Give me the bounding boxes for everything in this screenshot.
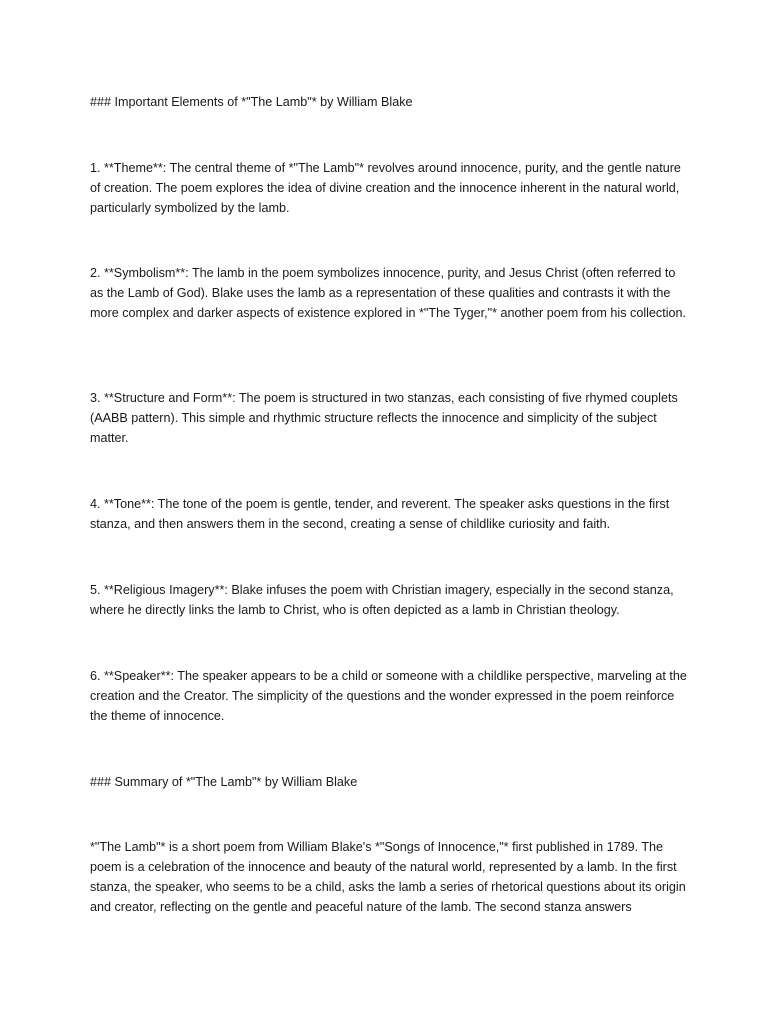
list-item-symbolism: 2. **Symbolism**: The lamb in the poem symbolizes innocence, purity, and Jesus Christ (often referred to as the Lamb of God). Blake uses the lamb as a representation of these qualities and contrasts it with the more complex and darker aspects of existence explored in *"The Tyger,"* another poem from his collection. (90, 266, 687, 320)
summary-paragraph: *"The Lamb"* is a short poem from William Blake's *"Songs of Innocence,"* first published in 1789. The poem is a celebration of the innocence and beauty of the natural world, represented by a lamb. In the first stanza, the speaker, who seems to be a child, asks the lamb a series of rhetorical questions about its origin and creator, reflecting on the gentle and peaceful nature of the lamb. The second stanza answers (90, 840, 686, 914)
list-item-structure-and-form: 3. **Structure and Form**: The poem is structured in two stanzas, each consisting of five rhymed couplets (AABB pattern). This simple and rhythmic structure reflects the innocence and simplicity of the subject matter. (90, 391, 678, 445)
list-item-speaker: 6. **Speaker**: The speaker appears to be a child or someone with a childlike perspective, marveling at the creation and the Creator. The simplicity of the questions and the wonder expressed in the poem reinforce the theme of innocence. (90, 669, 687, 723)
list-item-theme: 1. **Theme**: The central theme of *"The Lamb"* revolves around innocence, purity, and the gentle nature of creation. The poem explores the idea of divine creation and the innocence inherent in the natural world, particularly symbolized by the lamb. (90, 161, 681, 215)
heading-summary: ### Summary of *"The Lamb"* by William Blake (90, 775, 358, 789)
heading-important-elements: ### Important Elements of *"The Lamb"* by William Blake (90, 95, 413, 109)
list-item-religious-imagery: 5. **Religious Imagery**: Blake infuses the poem with Christian imagery, especially in the second stanza, where he directly links the lamb to Christ, who is often depicted as a lamb in Christian theology. (90, 583, 674, 617)
list-item-tone: 4. **Tone**: The tone of the poem is gentle, tender, and reverent. The speaker asks questions in the first stanza, and then answers them in the second, creating a sense of childlike curiosity and faith. (90, 497, 670, 531)
